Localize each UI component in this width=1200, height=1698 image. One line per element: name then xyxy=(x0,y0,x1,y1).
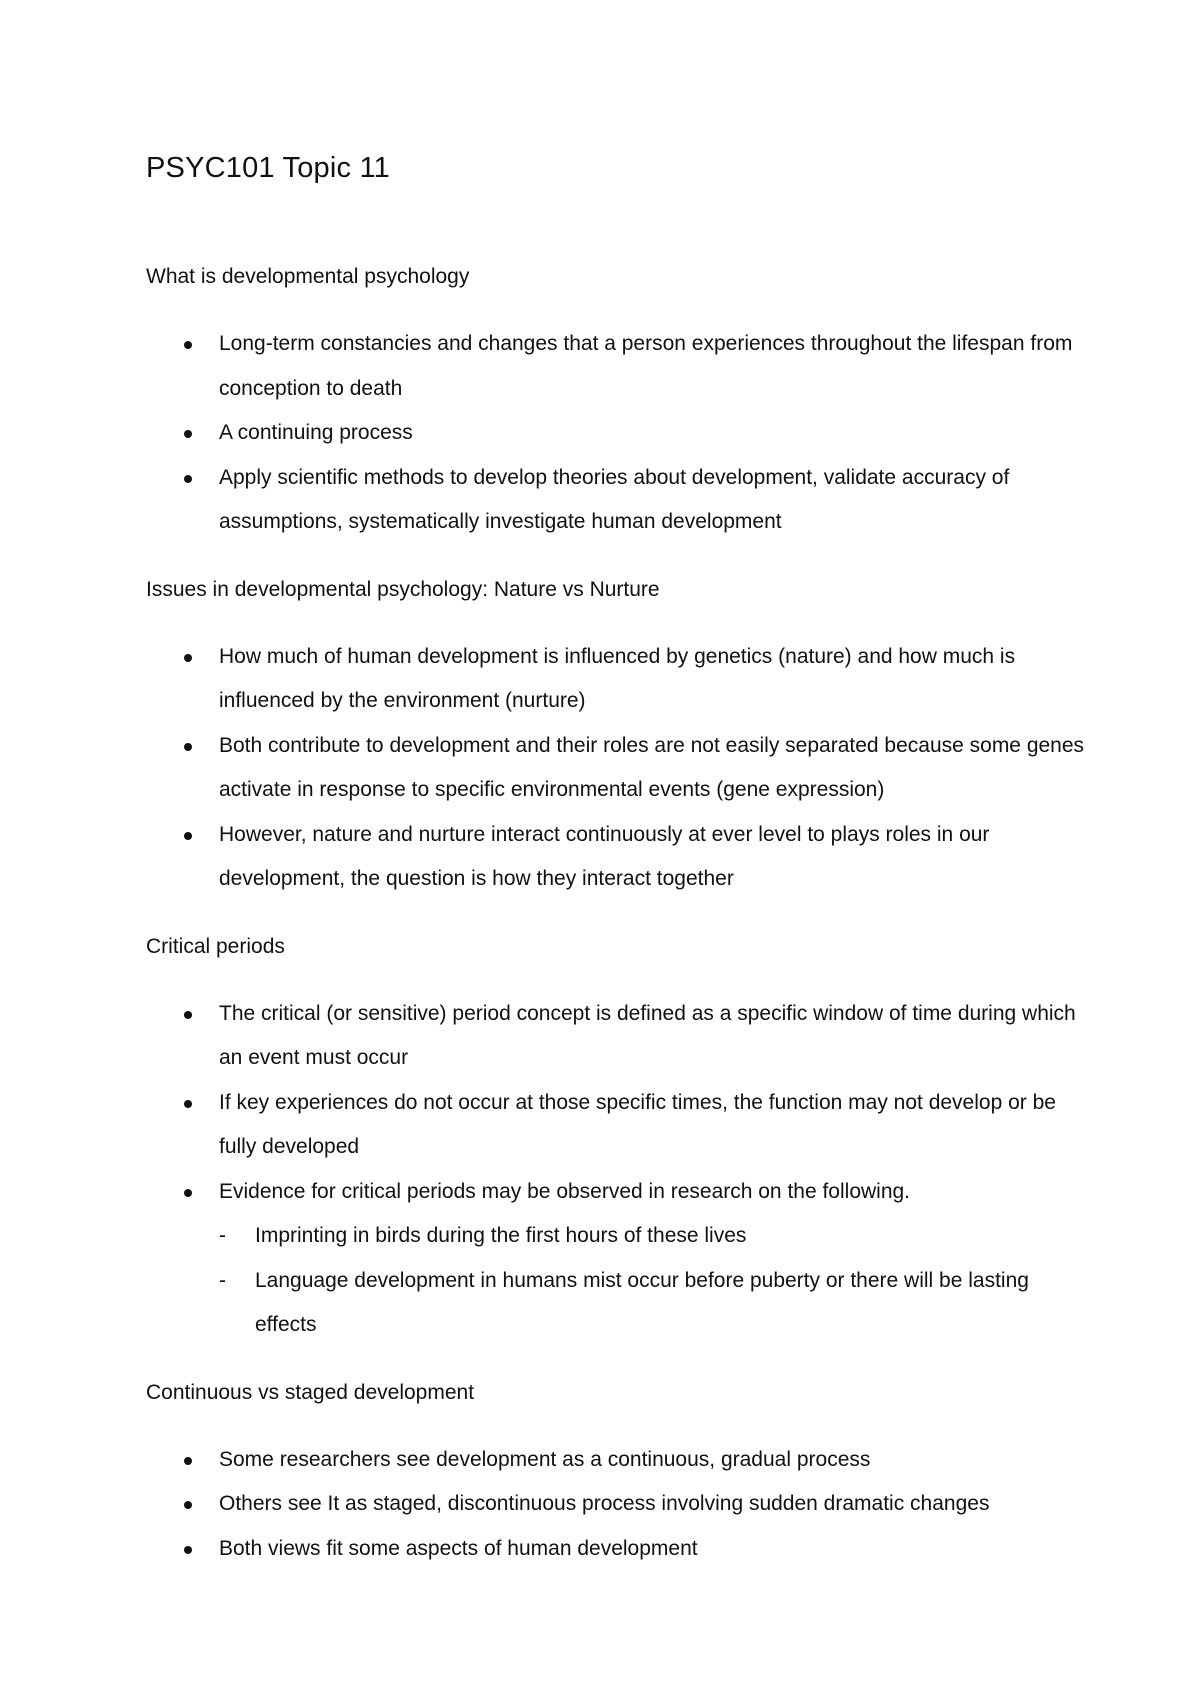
bullet-dot-icon xyxy=(184,475,192,483)
bullet-dot-icon xyxy=(184,1501,192,1509)
list-item xyxy=(146,1081,1089,1170)
list-item xyxy=(146,992,1089,1081)
list-item-text: Long-term constancies and changes that a person experiences throughout the lifespan from conception to death xyxy=(219,332,1073,400)
sub-list-item-text: Imprinting in birds during the first hours of these lives xyxy=(255,1224,747,1247)
list-item-text: However, nature and nurture interact continuously at ever level to plays roles in our development, the question is how they interact together xyxy=(219,822,990,890)
bullet-dot-icon xyxy=(184,1457,192,1465)
bullet-dot-icon xyxy=(184,341,192,349)
list-item-text: How much of human development is influenced by genetics (nature) and how much is influenced by the environment (nurture) xyxy=(219,644,1016,712)
list-item-text: Some researchers see development as a continuous, gradual process xyxy=(219,1447,871,1471)
document-body xyxy=(146,262,1085,1601)
dash-marker: - xyxy=(219,1224,226,1247)
list-item-text: Both contribute to development and their roles are not easily separated because some genes activate in response to specific environmental events (gene expression) xyxy=(219,733,1085,801)
document-title: PSYC101 Topic 11 xyxy=(146,152,390,184)
bullet-dot-icon xyxy=(184,1546,192,1554)
section-heading: Issues in developmental psychology: Nature vs Nurture xyxy=(146,577,660,601)
list-item-text: If key experiences do not occur at those specific times, the function may not develop or be fully developed xyxy=(219,1090,1056,1158)
list-item-text: The critical (or sensitive) period concept is defined as a specific window of time during which an event must occur xyxy=(219,1001,1076,1069)
bullet-dot-icon xyxy=(184,430,192,438)
list-item xyxy=(146,411,1089,456)
sub-list-item-text: Language development in humans mist occur before puberty or there will be lasting effects xyxy=(255,1268,1029,1336)
sub-list-item xyxy=(219,1214,1055,1259)
bullet-dot-icon xyxy=(184,743,192,751)
sub-list-item xyxy=(219,1259,1055,1348)
bullet-list xyxy=(146,635,1085,902)
bullet-dot-icon xyxy=(184,1100,192,1108)
bullet-list xyxy=(146,1438,1076,1572)
list-item xyxy=(146,1527,1089,1572)
list-item-text: Both views fit some aspects of human development xyxy=(219,1536,698,1560)
list-item-text: Apply scientific methods to develop theories about development, validate accuracy of assumptions, systematically investigate human development xyxy=(219,465,1010,533)
list-item xyxy=(146,1482,1089,1527)
list-item xyxy=(146,724,1089,813)
sub-list xyxy=(219,1214,1089,1348)
bullet-list xyxy=(146,992,1076,1348)
list-item xyxy=(146,322,1089,411)
bullet-dot-icon xyxy=(184,1189,192,1197)
section-heading: Critical periods xyxy=(146,934,285,958)
bullet-dot-icon xyxy=(184,832,192,840)
list-item xyxy=(146,1170,1089,1348)
dash-marker: - xyxy=(219,1268,226,1292)
list-item-text: Evidence for critical periods may be observed in research on the following. xyxy=(219,1179,911,1203)
bullet-dot-icon xyxy=(184,654,192,662)
list-item xyxy=(146,813,1089,902)
list-item-text: A continuing process xyxy=(219,421,413,444)
list-item xyxy=(146,635,1089,724)
list-item-text: Others see It as staged, discontinuous process involving sudden dramatic changes xyxy=(219,1492,990,1515)
section-heading: Continuous vs staged development xyxy=(146,1380,475,1404)
bullet-dot-icon xyxy=(184,1011,192,1019)
list-item xyxy=(146,1438,1089,1483)
section-heading: What is developmental psychology xyxy=(146,265,470,288)
list-item xyxy=(146,456,1089,545)
bullet-list xyxy=(146,322,1076,545)
